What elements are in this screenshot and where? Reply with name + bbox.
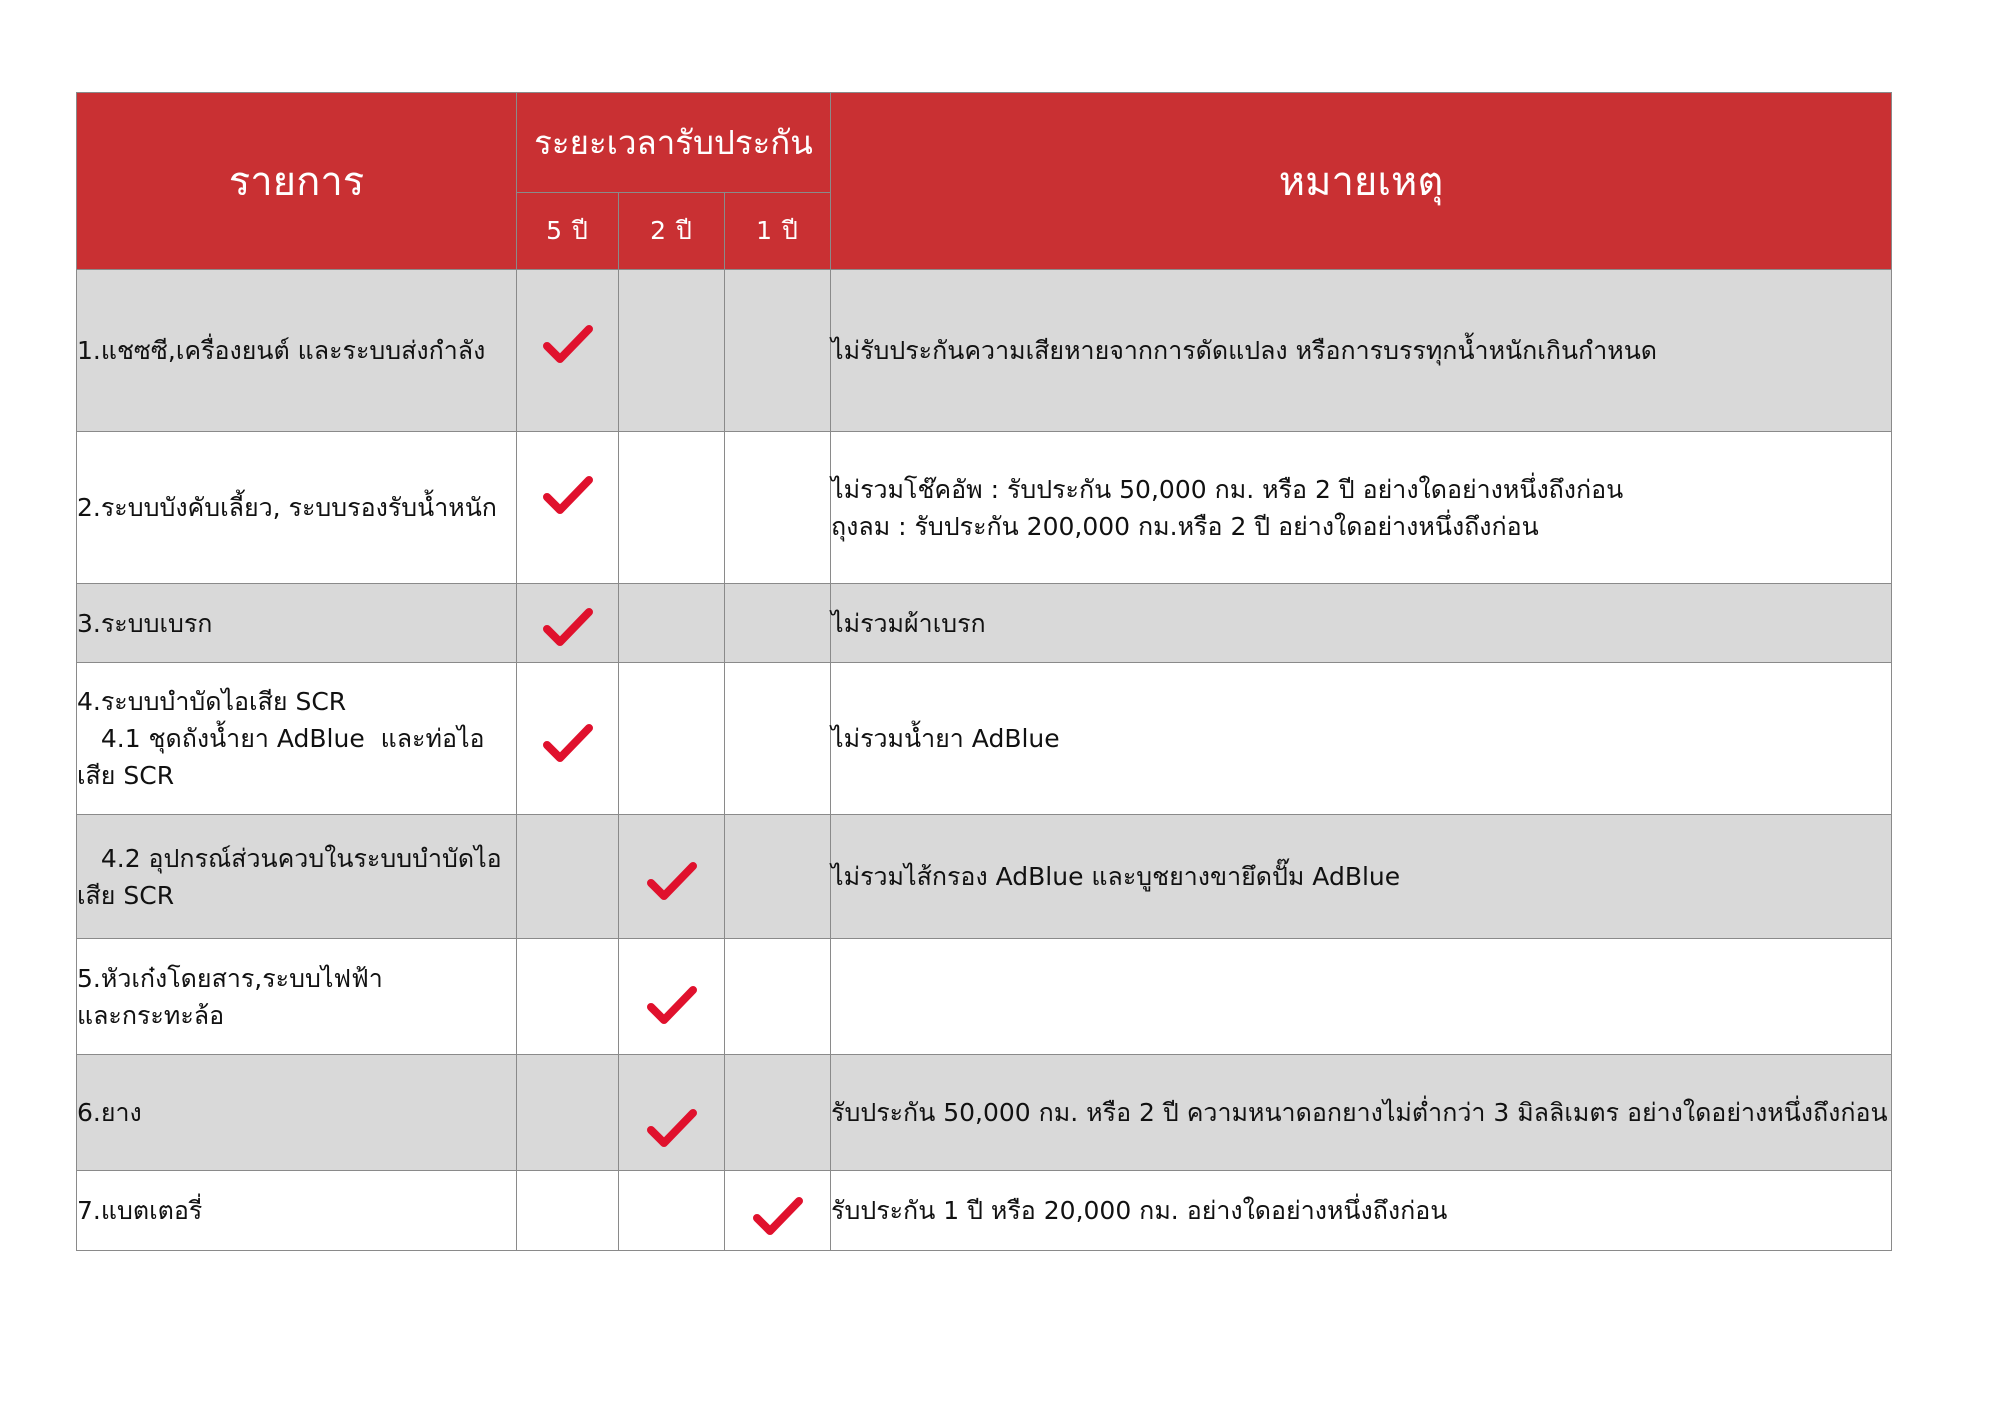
warranty-cell-5y xyxy=(517,270,619,432)
remark-text: ไม่รวมผ้าเบรก xyxy=(831,608,986,638)
item-cell xyxy=(77,1055,517,1171)
warranty-cell-1y xyxy=(725,584,831,663)
item-text: 4.2 อุปกรณ์ส่วนควบในระบบบำบัดไอ xyxy=(77,843,502,873)
remark-text: ไม่รับประกันความเสียหายจากการดัดแปลง หรือการบรรทุกน้ำหนักเกินกำหนด xyxy=(831,336,1658,365)
warranty-cell-5y xyxy=(517,584,619,663)
table-row xyxy=(77,1171,1892,1251)
warranty-cell-1y xyxy=(725,270,831,432)
remark-cell xyxy=(831,663,1892,815)
warranty-cell-1y xyxy=(725,663,831,815)
warranty-cell-1y xyxy=(725,1055,831,1171)
remark-cell xyxy=(831,432,1892,584)
warranty-cell-5y xyxy=(517,815,619,939)
table-row xyxy=(77,939,1892,1055)
checkmark-icon xyxy=(541,322,595,368)
header-remark: หมายเหตุ xyxy=(831,93,1892,270)
remark-text: ถุงลม : รับประกัน 200,000 กม.หรือ 2 ปี อย่างใดอย่างหนึ่งถึงก่อน xyxy=(831,511,1539,541)
table-row xyxy=(77,432,1892,584)
remark-cell xyxy=(831,1055,1892,1171)
warranty-cell-5y xyxy=(517,939,619,1055)
checkmark-icon xyxy=(645,859,699,905)
warranty-cell-5y xyxy=(517,432,619,584)
checkmark-icon xyxy=(541,721,595,767)
header-item: รายการ xyxy=(77,93,517,270)
checkmark-icon xyxy=(645,1106,699,1152)
warranty-cell-2y xyxy=(619,815,725,939)
remark-text: ไม่รวมโช๊คอัพ : รับประกัน 50,000 กม. หรือ 2 ปี อย่างใดอย่างหนึ่งถึงก่อน xyxy=(831,474,1624,504)
item-text: 7.แบตเตอรี่ xyxy=(77,1196,203,1225)
item-cell xyxy=(77,432,517,584)
checkmark-icon xyxy=(541,605,595,651)
item-cell xyxy=(77,270,517,432)
item-text: และกระทะล้อ xyxy=(77,1000,225,1030)
remark-cell xyxy=(831,270,1892,432)
header-year-5: 5 ปี xyxy=(517,192,619,269)
warranty-cell-1y xyxy=(725,1171,831,1251)
warranty-cell-2y xyxy=(619,270,725,432)
item-text: 1.แชซซี,เครื่องยนต์ และระบบส่งกำลัง xyxy=(77,336,486,365)
checkmark-icon xyxy=(541,473,595,519)
remark-cell xyxy=(831,584,1892,663)
remark-cell xyxy=(831,815,1892,939)
header-year-1: 1 ปี xyxy=(725,192,831,269)
remark-cell xyxy=(831,1171,1892,1251)
table-row xyxy=(77,663,1892,815)
checkmark-icon xyxy=(751,1194,805,1240)
item-text: เสีย SCR xyxy=(77,880,175,910)
warranty-cell-2y xyxy=(619,584,725,663)
item-cell xyxy=(77,939,517,1055)
item-cell xyxy=(77,815,517,939)
warranty-cell-2y xyxy=(619,663,725,815)
remark-text: ไม่รวมน้ำยา AdBlue xyxy=(831,724,1060,753)
remark-cell xyxy=(831,939,1892,1055)
checkmark-icon xyxy=(645,983,699,1029)
warranty-cell-2y xyxy=(619,939,725,1055)
item-cell xyxy=(77,1171,517,1251)
warranty-cell-1y xyxy=(725,815,831,939)
table-row xyxy=(77,270,1892,432)
table-header xyxy=(77,93,1892,270)
warranty-table xyxy=(76,92,1892,1251)
item-cell xyxy=(77,663,517,815)
item-text: 2.ระบบบังคับเลี้ยว, ระบบรองรับน้ำหนัก xyxy=(77,493,497,522)
item-text: 6.ยาง xyxy=(77,1098,142,1127)
table-row xyxy=(77,584,1892,663)
warranty-cell-5y xyxy=(517,1171,619,1251)
header-warranty-period: ระยะเวลารับประกัน xyxy=(517,93,831,193)
warranty-cell-2y xyxy=(619,432,725,584)
warranty-cell-1y xyxy=(725,939,831,1055)
warranty-cell-2y xyxy=(619,1171,725,1251)
item-text: 4.ระบบบำบัดไอเสีย SCR xyxy=(77,687,347,716)
item-text: 5.หัวเก๋งโดยสาร,ระบบไฟฟ้า xyxy=(77,963,383,993)
item-cell xyxy=(77,584,517,663)
item-text: 4.1 ชุดถังน้ำยา AdBlue และท่อไอ xyxy=(77,724,485,753)
table-body xyxy=(77,270,1892,1251)
remark-text: รับประกัน 50,000 กม. หรือ 2 ปี ความหนาดอกยางไม่ต่ำกว่า 3 มิลลิเมตร อย่างใดอย่างหนึ่งถึงก่อน xyxy=(831,1098,1888,1127)
header-year-2: 2 ปี xyxy=(619,192,725,269)
table-row xyxy=(77,815,1892,939)
warranty-cell-5y xyxy=(517,1055,619,1171)
item-text: 3.ระบบเบรก xyxy=(77,608,213,638)
warranty-cell-2y xyxy=(619,1055,725,1171)
item-text: เสีย SCR xyxy=(77,761,175,790)
table-row xyxy=(77,1055,1892,1171)
warranty-cell-5y xyxy=(517,663,619,815)
remark-text: รับประกัน 1 ปี หรือ 20,000 กม. อย่างใดอย่างหนึ่งถึงก่อน xyxy=(831,1196,1448,1225)
remark-text: ไม่รวมไส้กรอง AdBlue และบูชยางขายึดปั๊ม AdBlue xyxy=(831,862,1401,891)
warranty-cell-1y xyxy=(725,432,831,584)
